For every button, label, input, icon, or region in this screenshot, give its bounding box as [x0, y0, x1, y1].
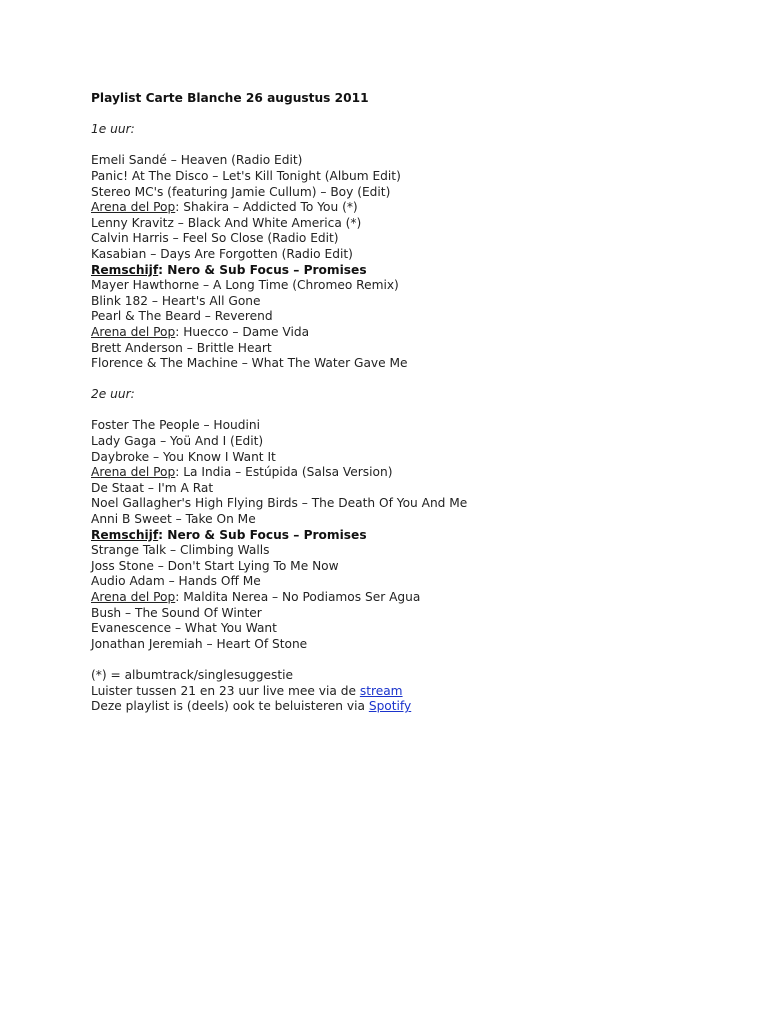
track-title: Brett Anderson – Brittle Heart [91, 340, 272, 355]
track-title: Noel Gallagher's High Flying Birds – The Death Of You And Me [91, 496, 468, 511]
live-stream-line [91, 684, 731, 700]
track-item [91, 559, 731, 575]
spotify-link[interactable]: Spotify [368, 699, 412, 714]
track-item [91, 512, 731, 528]
track-item [91, 418, 731, 434]
segment-label: Arena del Pop [91, 590, 176, 604]
track-title: Foster The People – Houdini [91, 418, 260, 433]
track-item [91, 216, 731, 232]
spacer [91, 107, 731, 123]
track-list [91, 153, 731, 371]
track-title: : Nero & Sub Focus – Promises [158, 527, 367, 542]
track-item [91, 169, 731, 185]
track-title: Bush – The Sound Of Winter [91, 605, 262, 620]
track-item [91, 153, 731, 169]
track-title: Mayer Hawthorne – A Long Time (Chromeo Remix) [91, 278, 399, 293]
track-item [91, 496, 731, 512]
track-item [91, 574, 731, 590]
track-item [91, 465, 731, 481]
track-title: De Staat – I'm A Rat [91, 480, 214, 495]
track-title: Pearl & The Beard – Reverend [91, 309, 273, 324]
track-item [91, 309, 731, 325]
track-item [91, 450, 731, 466]
track-title: Strange Talk – Climbing Walls [91, 543, 270, 558]
playlist-sections [91, 122, 731, 668]
track-item [91, 185, 731, 201]
track-title: Stereo MC's (featuring Jamie Cullum) – Boy (Edit) [91, 184, 391, 199]
track-item [91, 481, 731, 497]
spacer [91, 372, 731, 388]
track-title: Joss Stone – Don't Start Lying To Me Now [91, 558, 339, 573]
track-title: Jonathan Jeremiah – Heart Of Stone [91, 636, 308, 651]
track-title: Lady Gaga – Yoü And I (Edit) [91, 434, 264, 449]
track-item [91, 606, 731, 622]
track-title: Evanescence – What You Want [91, 621, 277, 636]
track-title: : Maldita Nerea – No Podiamos Ser Agua [175, 590, 421, 604]
spacer [91, 138, 731, 154]
track-item [91, 528, 731, 544]
track-item [91, 356, 731, 372]
track-item [91, 434, 731, 450]
track-item [91, 294, 731, 310]
track-title: Calvin Harris – Feel So Close (Radio Edit) [91, 231, 339, 246]
track-item [91, 543, 731, 559]
page-title: Playlist Carte Blanche 26 augustus 2011 [91, 91, 369, 105]
track-title: Emeli Sandé – Heaven (Radio Edit) [91, 153, 303, 168]
track-title: : La India – Estúpida (Salsa Version) [175, 465, 393, 480]
track-title: Audio Adam – Hands Off Me [91, 574, 261, 589]
segment-label: Arena del Pop [91, 324, 176, 339]
live-stream-text: Luister tussen 21 en 23 uur live mee via de [91, 683, 360, 698]
track-item [91, 247, 731, 263]
segment-label: Arena del Pop [91, 200, 176, 215]
segment-label: Arena del Pop [91, 465, 176, 480]
track-item [91, 200, 731, 216]
track-title: Daybroke – You Know I Want It [91, 449, 276, 464]
spotify-text: Deze playlist is (deels) ook te beluisteren via [91, 699, 369, 714]
track-title: Anni B Sweet – Take On Me [91, 512, 256, 527]
track-item [91, 263, 731, 279]
stream-link[interactable]: stream [359, 683, 403, 698]
track-item [91, 341, 731, 357]
spacer [91, 403, 731, 419]
track-item [91, 637, 731, 653]
track-title: Kasabian – Days Are Forgotten (Radio Edit) [91, 246, 353, 261]
track-item [91, 325, 731, 341]
track-title: Florence & The Machine – What The Water Gave Me [91, 356, 408, 371]
track-title: Blink 182 – Heart's All Gone [91, 293, 261, 308]
segment-label: Remschijf [91, 262, 159, 277]
track-title: : Nero & Sub Focus – Promises [158, 262, 367, 277]
document-page [91, 91, 731, 715]
track-item [91, 278, 731, 294]
track-title: : Shakira – Addicted To You (*) [175, 200, 358, 215]
track-list [91, 418, 731, 652]
section-heading: 2e uur: [91, 387, 135, 402]
track-item [91, 621, 731, 637]
track-title: Panic! At The Disco – Let's Kill Tonight (Album Edit) [91, 168, 401, 183]
track-item [91, 231, 731, 247]
track-title: Lenny Kravitz – Black And White America (*) [91, 215, 362, 230]
track-item [91, 590, 731, 606]
segment-label: Remschijf [91, 527, 159, 542]
spotify-line [91, 699, 731, 715]
track-title: : Huecco – Dame Vida [175, 324, 310, 339]
footnote: (*) = albumtrack/singlesuggestie [91, 667, 294, 682]
section-heading: 1e uur: [91, 122, 135, 137]
spacer [91, 652, 731, 668]
